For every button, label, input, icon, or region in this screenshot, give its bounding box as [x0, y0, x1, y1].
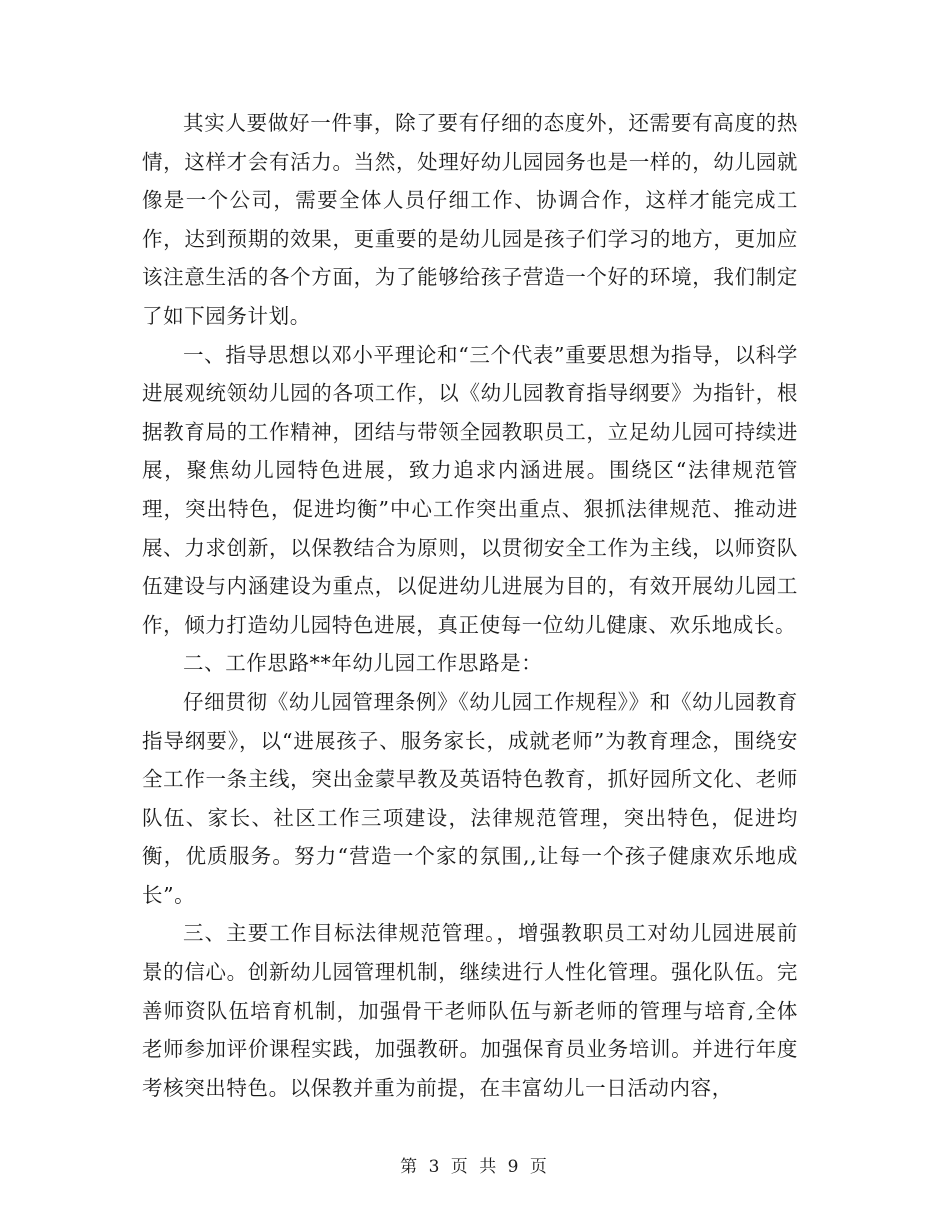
paragraph-main-goals: 三、主要工作目标法律规范管理。，增强教职员工对幼儿园进展前景的信心。创新幼儿园管理机制，继续进行人性化管理。强化队伍。完善师资队伍培育机制，加强骨干老师队伍与新老师的管理与培育,全体老师参加评价课程实践，加强教研。加强保育员业务培训。并进行年度考核突出特色。以保教并重为前提，在丰富幼儿一日活动内容，	[142, 921, 798, 1100]
paragraph-work-approach: 仔细贯彻《幼儿园管理条例》《幼儿园工作规程》》和《幼儿园教育指导纲要》，以“进展孩子、服务家长，成就老师”为教育理念，围绕安全工作一条主线，突出金蒙早教及英语特色教育，抓好园所文化、老师队伍、家长、社区工作三项建设，法律规范管理，突出特色，促进均衡，优质服务。努力“营造一个家的氛围,,让每一个孩子健康欢乐地成长”。	[142, 689, 798, 907]
paragraph-intro: 其实人要做好一件事，除了要有仔细的态度外，还需要有高度的热情，这样才会有活力。当然，处理好幼儿园园务也是一样的，幼儿园就像是一个公司，需要全体人员仔细工作、协调合作，这样才能完成工作，达到预期的效果，更重要的是幼儿园是孩子们学习的地方，更加应该注意生活的各个方面，为了能够给孩子营造一个好的环境，我们制定了如下园务计划。	[142, 111, 798, 328]
document-body	[142, 104, 798, 1107]
page-number-footer: 第 3 页 共 9 页	[400, 1157, 550, 1177]
paragraph-work-approach-heading: 二、工作思路**年幼儿园工作思路是：	[183, 651, 543, 676]
paragraph-guiding-ideology: 一、指导思想以邓小平理论和“三个代表”重要思想为指导，以科学进展观统领幼儿园的各项工作，以《幼儿园教育指导纲要》为指针，根据教育局的工作精神，团结与带领全园教职员工，立足幼儿园可持续进展，聚焦幼儿园特色进展，致力追求内涵进展。围绕区“法律规范管理，突出特色，促进均衡”中心工作突出重点、狠抓法律规范、推动进展、力求创新，以保教结合为原则，以贯彻安全工作为主线，以师资队伍建设与内涵建设为重点，以促进幼儿进展为目的，有效开展幼儿园工作，倾力打造幼儿园特色进展，真正使每一位幼儿健康、欢乐地成长。	[142, 342, 798, 637]
